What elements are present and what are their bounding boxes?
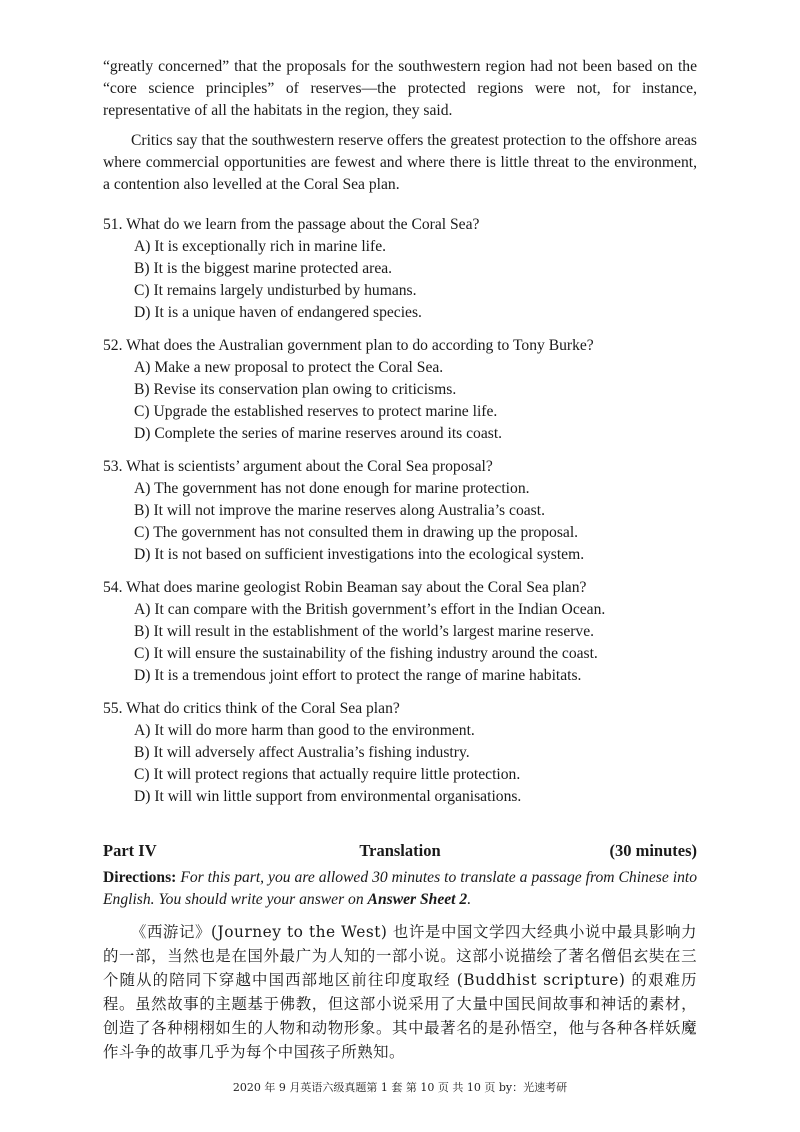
option-d: D) It is not based on sufficient investigations into the ecological system. — [134, 546, 585, 563]
option-a: A) It is exceptionally rich in marine life. — [134, 238, 387, 255]
option-c: C) The government has not consulted them in drawing up the proposal. — [134, 524, 579, 541]
option-d: D) It will win little support from environmental organisations. — [134, 788, 522, 805]
question-list — [103, 214, 697, 808]
reading-passage — [103, 56, 697, 196]
part-title: Part IV — [103, 841, 157, 860]
option-c: C) Upgrade the established reserves to protect marine life. — [134, 403, 498, 420]
option-c: C) It will ensure the sustainability of the fishing industry around the coast. — [134, 645, 598, 662]
directions-label: Directions: — [103, 869, 177, 886]
question-53 — [103, 456, 697, 566]
translation-passage: 《西游记》(Journey to the West) 也许是中国文学四大经典小说中最具影响力的一部，当然也是在国外最广为人知的一部小说。这部小说描绘了著名僧侣玄奘在三个随从的陪同下穿越中国西部地区前往印度取经 (Buddhist scripture) 的艰难历程。虽然故事的主题基于佛教，但这部小说采用了大量中国民间故事和神话的素材，创造了各种栩栩如生的人物和动物形象。其中最著名的是孙悟空，他与各种各样妖魔作斗争的故事几乎为每个中国孩子所熟知。 — [103, 923, 697, 1061]
question-55 — [103, 698, 697, 808]
question-54 — [103, 577, 697, 687]
page-footer: 2020 年 9 月英语六级真题第 1 套 第 10 页 共 10 页 by：光速考研 — [232, 1081, 568, 1094]
option-b: B) It will result in the establishment of the world’s largest marine reserve. — [134, 623, 595, 640]
answer-sheet-ref: Answer Sheet 2 — [367, 891, 468, 908]
directions-end: . — [467, 891, 472, 908]
directions-text: For this part, you are allowed 30 minutes to translate a passage from Chinese into English. You should write your answer on — [103, 869, 697, 908]
question-stem: 53. What is scientists’ argument about the Coral Sea proposal? — [103, 458, 493, 475]
option-a: A) Make a new proposal to protect the Coral Sea. — [134, 359, 444, 376]
option-b: B) It is the biggest marine protected area. — [134, 260, 393, 277]
option-c: C) It remains largely undisturbed by humans. — [134, 282, 417, 299]
exam-page — [103, 56, 697, 1064]
option-d: D) Complete the series of marine reserves around its coast. — [134, 425, 503, 442]
section-heading: Translation — [359, 841, 441, 860]
question-51 — [103, 214, 697, 324]
question-stem: 54. What does marine geologist Robin Beaman say about the Coral Sea plan? — [103, 579, 587, 596]
question-stem: 52. What does the Australian government plan to do according to Tony Burke? — [103, 337, 594, 354]
option-b: B) Revise its conservation plan owing to criticisms. — [134, 381, 457, 398]
option-b: B) It will not improve the marine reserves along Australia’s coast. — [134, 502, 545, 519]
option-c: C) It will protect regions that actually require little protection. — [134, 766, 521, 783]
option-d: D) It is a tremendous joint effort to protect the range of marine habitats. — [134, 667, 582, 684]
option-d: D) It is a unique haven of endangered species. — [134, 304, 422, 321]
option-a: A) It will do more harm than good to the environment. — [134, 722, 475, 739]
question-stem: 55. What do critics think of the Coral Sea plan? — [103, 700, 400, 717]
directions — [103, 867, 697, 911]
option-a: A) It can compare with the British government’s effort in the Indian Ocean. — [134, 601, 606, 618]
passage-paragraph: “greatly concerned” that the proposals for the southwestern region had not been based on the “core science principles” of reserves—the protected regions were not, for instance, representative of all the habitats in the region, they said. — [103, 58, 697, 119]
option-a: A) The government has not done enough for marine protection. — [134, 480, 530, 497]
option-b: B) It will adversely affect Australia’s fishing industry. — [134, 744, 470, 761]
part-header — [103, 841, 697, 863]
passage-paragraph: Critics say that the southwestern reserve offers the greatest protection to the offshore areas where commercial opportunities are fewest and where there is little threat to the environment, a contention also levelled at the Coral Sea plan. — [103, 132, 697, 193]
time-limit: (30 minutes) — [609, 841, 697, 860]
question-52 — [103, 335, 697, 445]
question-stem: 51. What do we learn from the passage about the Coral Sea? — [103, 216, 480, 233]
